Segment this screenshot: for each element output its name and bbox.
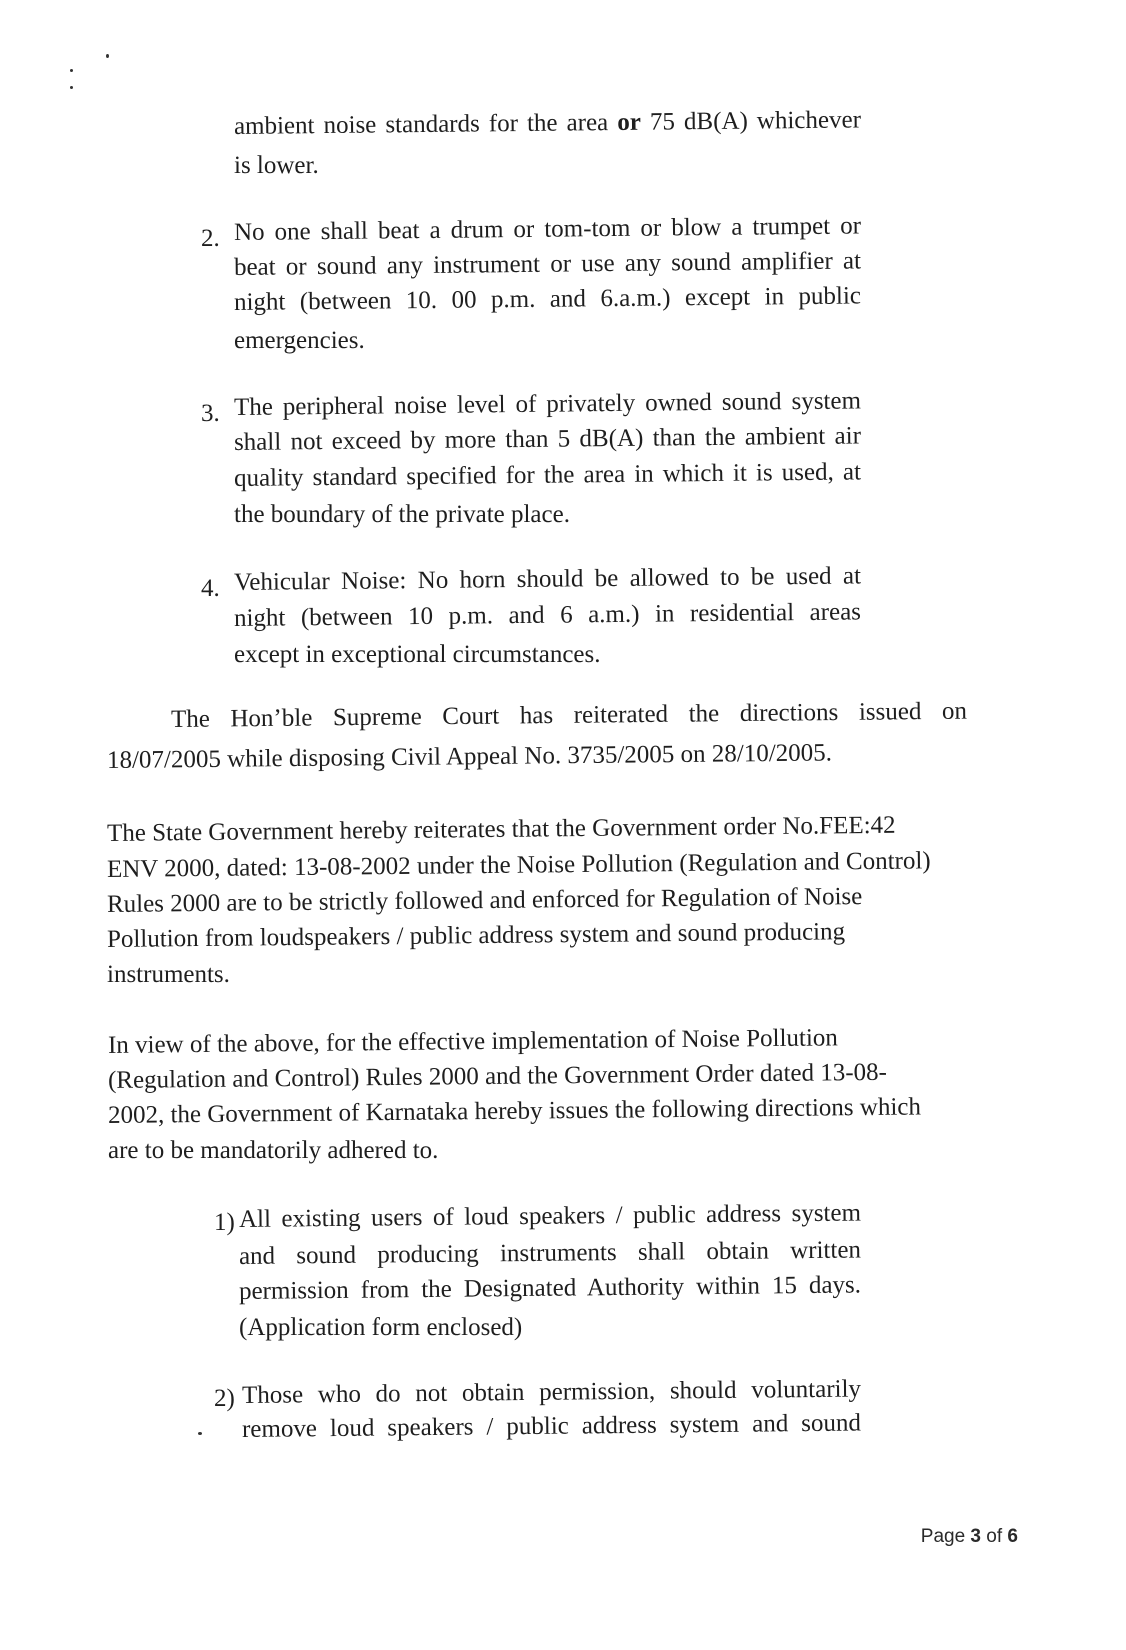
direction-number: 1) <box>214 1209 235 1236</box>
list-line: the boundary of the private place. <box>234 501 570 528</box>
direction-line: Those who do not obtain permission, should voluntarily <box>241 1375 862 1409</box>
list-line: emergencies. <box>234 327 365 354</box>
list-line: shall not exceed by more than 5 dB(A) than the ambient air <box>233 422 862 456</box>
direction-line: All existing users of loud speakers / public address system <box>238 1199 862 1233</box>
list-line: beat or sound any instrument or use any sound amplifier at <box>233 247 862 281</box>
direction-line: remove loud speakers / public address system and sound <box>241 1409 862 1443</box>
current-page: 3 <box>970 1526 981 1547</box>
paragraph-line: The State Government hereby reiterates that the Government order No.FEE:42 <box>106 811 896 847</box>
list-number: 2. <box>201 225 220 252</box>
total-pages: 6 <box>1007 1526 1018 1547</box>
list-line: Vehicular Noise: No horn should be allowed to be used at <box>233 562 862 596</box>
list-line: night (between 10. 00 p.m. and 6.a.m.) except in public <box>233 282 862 316</box>
scan-speck <box>70 86 73 89</box>
paragraph-line: ENV 2000, dated: 13-08-2002 under the Noise Pollution (Regulation and Control) <box>106 847 931 883</box>
direction-line: (Application form enclosed) <box>239 1314 523 1341</box>
paragraph-line: Pollution from loudspeakers / public address system and sound producing <box>106 918 846 953</box>
scan-speck <box>106 54 109 58</box>
list-number: 3. <box>201 400 220 427</box>
list-line: except in exceptional circumstances. <box>234 641 601 668</box>
of-word: of <box>986 1526 1003 1547</box>
direction-line: and sound producing instruments shall obtain written <box>238 1236 862 1270</box>
line-text: 75 dB(A) whichever <box>640 106 862 136</box>
list-line: night (between 10 p.m. and 6 a.m.) in residential areas <box>233 598 862 632</box>
list-line: The peripheral noise level of privately owned sound system <box>233 387 862 421</box>
list-line <box>234 105 861 142</box>
paragraph-line: (Regulation and Control) Rules 2000 and the Government Order dated 13-08- <box>107 1058 888 1094</box>
paragraph-line: 2002, the Government of Karnataka hereby issues the following directions which <box>107 1093 922 1129</box>
paragraph-line: are to be mandatorily adhered to. <box>108 1137 439 1164</box>
list-line: quality standard specified for the area in which it is used, at <box>233 458 862 492</box>
list-number: 4. <box>201 575 220 602</box>
list-line: is lower. <box>234 152 319 179</box>
paragraph-line: The Hon’ble Supreme Court has reiterated the directions issued on <box>170 697 968 733</box>
paragraph-line: instruments. <box>107 961 230 988</box>
page-word: Page <box>920 1526 966 1547</box>
direction-number: 2) <box>214 1385 235 1412</box>
direction-line: permission from the Designated Authority within 15 days. <box>238 1271 862 1305</box>
line-text: ambient noise standards for the area <box>233 108 618 140</box>
scan-speck <box>198 1432 202 1435</box>
paragraph-line: In view of the above, for the effective implementation of Noise Pollution <box>107 1024 839 1059</box>
list-line: No one shall beat a drum or tom-tom or blow a trumpet or <box>233 212 862 246</box>
paragraph-line: 18/07/2005 while disposing Civil Appeal No. 3735/2005 on 28/10/2005. <box>106 739 833 774</box>
scan-speck <box>70 69 73 72</box>
bold-word: or <box>617 108 642 136</box>
page-number <box>921 1526 1018 1548</box>
paragraph-line: Rules 2000 are to be strictly followed and enforced for Regulation of Noise <box>106 883 863 918</box>
